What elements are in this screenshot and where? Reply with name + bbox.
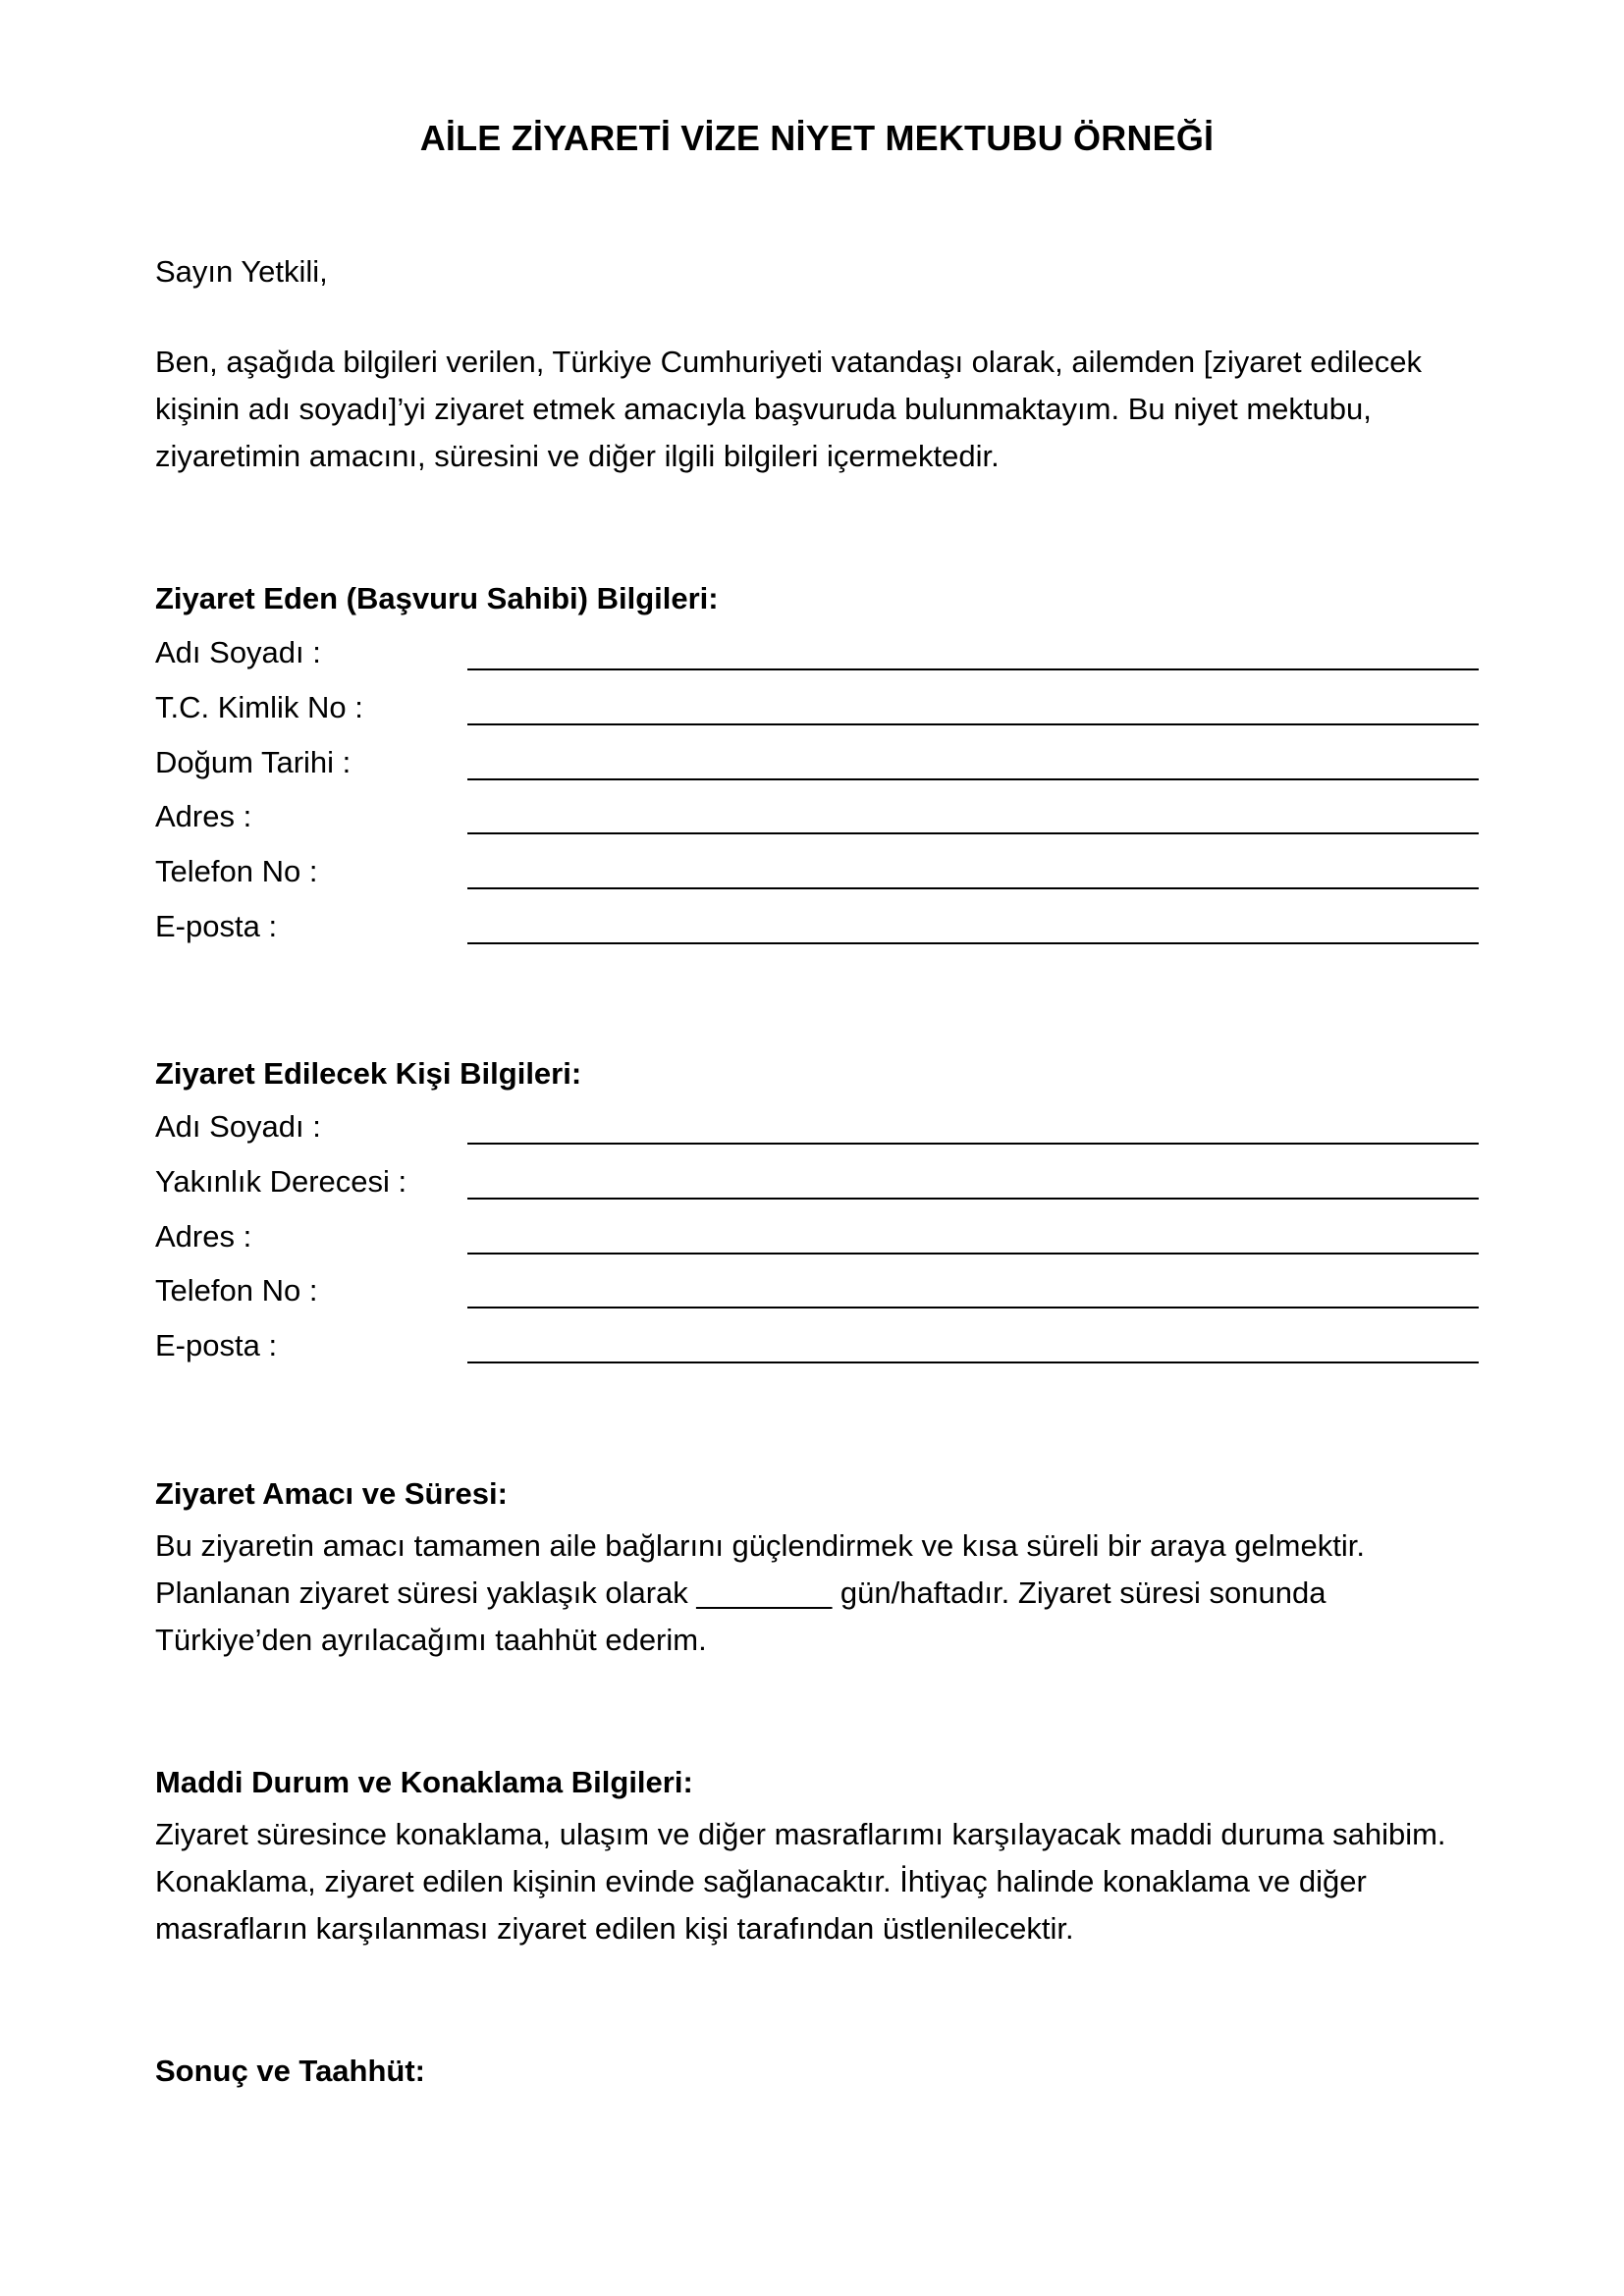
- field-label: Telefon No :: [155, 1273, 318, 1308]
- purpose-line: Bu ziyaretin amacı tamamen aile bağlarını güçlendirmek ve kısa süreli bir araya gelmektir.: [155, 1528, 1365, 1563]
- field-label: Adres :: [155, 799, 252, 833]
- visited-address-field: [155, 1217, 1479, 1272]
- document-title: AİLE ZİYARETİ VİZE NİYET MEKTUBU ÖRNEĞİ: [419, 118, 1215, 158]
- applicant-name-field: [155, 633, 1479, 688]
- applicant-name-blank[interactable]: [467, 668, 1479, 670]
- purpose-line: Planlanan ziyaret süresi yaklaşık olarak ________ gün/haftadır. Ziyaret süresi sonunda: [155, 1575, 1326, 1610]
- visited-heading: Ziyaret Edilecek Kişi Bilgileri:: [155, 1056, 582, 1091]
- visited-name-blank[interactable]: [467, 1143, 1479, 1145]
- purpose-heading: Ziyaret Amacı ve Süresi:: [155, 1476, 508, 1511]
- intro-line: kişinin adı soyadı]’yi ziyaret etmek amacıyla başvuruda bulunmaktayım. Bu niyet mektubu,: [155, 392, 1372, 426]
- applicant-tc-blank[interactable]: [467, 723, 1479, 725]
- visited-relation-blank[interactable]: [467, 1198, 1479, 1200]
- visited-relation-field: [155, 1162, 1479, 1217]
- visited-phone-field: [155, 1271, 1479, 1326]
- visited-phone-blank[interactable]: [467, 1307, 1479, 1308]
- applicant-phone-field: [155, 852, 1479, 907]
- field-label: T.C. Kimlik No :: [155, 690, 363, 724]
- field-label: Doğum Tarihi :: [155, 745, 352, 779]
- applicant-heading: Ziyaret Eden (Başvuru Sahibi) Bilgileri:: [155, 581, 719, 615]
- applicant-phone-blank[interactable]: [467, 887, 1479, 889]
- field-label: E-posta :: [155, 909, 278, 943]
- intro-line: Ben, aşağıda bilgileri verilen, Türkiye Cumhuriyeti vatandaşı olarak, ailemden [ziyaret edilecek: [155, 345, 1423, 379]
- finance-line: Konaklama, ziyaret edilen kişinin evinde sağlanacaktır. İhtiyaç halinde konaklama ve diğer: [155, 1864, 1367, 1898]
- purpose-line: Türkiye’den ayrılacağımı taahhüt ederim.: [155, 1623, 707, 1657]
- field-label: Adı Soyadı :: [155, 635, 321, 669]
- intro-line: ziyaretimin amacını, süresini ve diğer ilgili bilgileri içermektedir.: [155, 439, 1000, 473]
- finance-line: Ziyaret süresince konaklama, ulaşım ve diğer masraflarımı karşılayacak maddi duruma sahibim.: [155, 1817, 1446, 1851]
- field-label: E-posta :: [155, 1328, 278, 1362]
- applicant-tc-field: [155, 688, 1479, 743]
- field-label: Adres :: [155, 1219, 252, 1254]
- finance-line: masrafların karşılanması ziyaret edilen kişi tarafından üstlenilecektir.: [155, 1911, 1074, 1946]
- field-label: Adı Soyadı :: [155, 1109, 321, 1144]
- conclusion-heading: Sonuç ve Taahhüt:: [155, 2054, 426, 2088]
- applicant-birthdate-blank[interactable]: [467, 778, 1479, 780]
- field-label: Telefon No :: [155, 854, 318, 888]
- applicant-birthdate-field: [155, 743, 1479, 798]
- visited-name-field: [155, 1107, 1479, 1162]
- visited-email-field: [155, 1326, 1479, 1381]
- visited-address-blank[interactable]: [467, 1253, 1479, 1255]
- applicant-email-field: [155, 907, 1479, 962]
- applicant-address-blank[interactable]: [467, 832, 1479, 834]
- visited-email-blank[interactable]: [467, 1362, 1479, 1363]
- field-label: Yakınlık Derecesi :: [155, 1164, 407, 1199]
- finance-heading: Maddi Durum ve Konaklama Bilgileri:: [155, 1765, 693, 1799]
- greeting: Sayın Yetkili,: [155, 254, 328, 289]
- applicant-email-blank[interactable]: [467, 942, 1479, 944]
- applicant-address-field: [155, 797, 1479, 852]
